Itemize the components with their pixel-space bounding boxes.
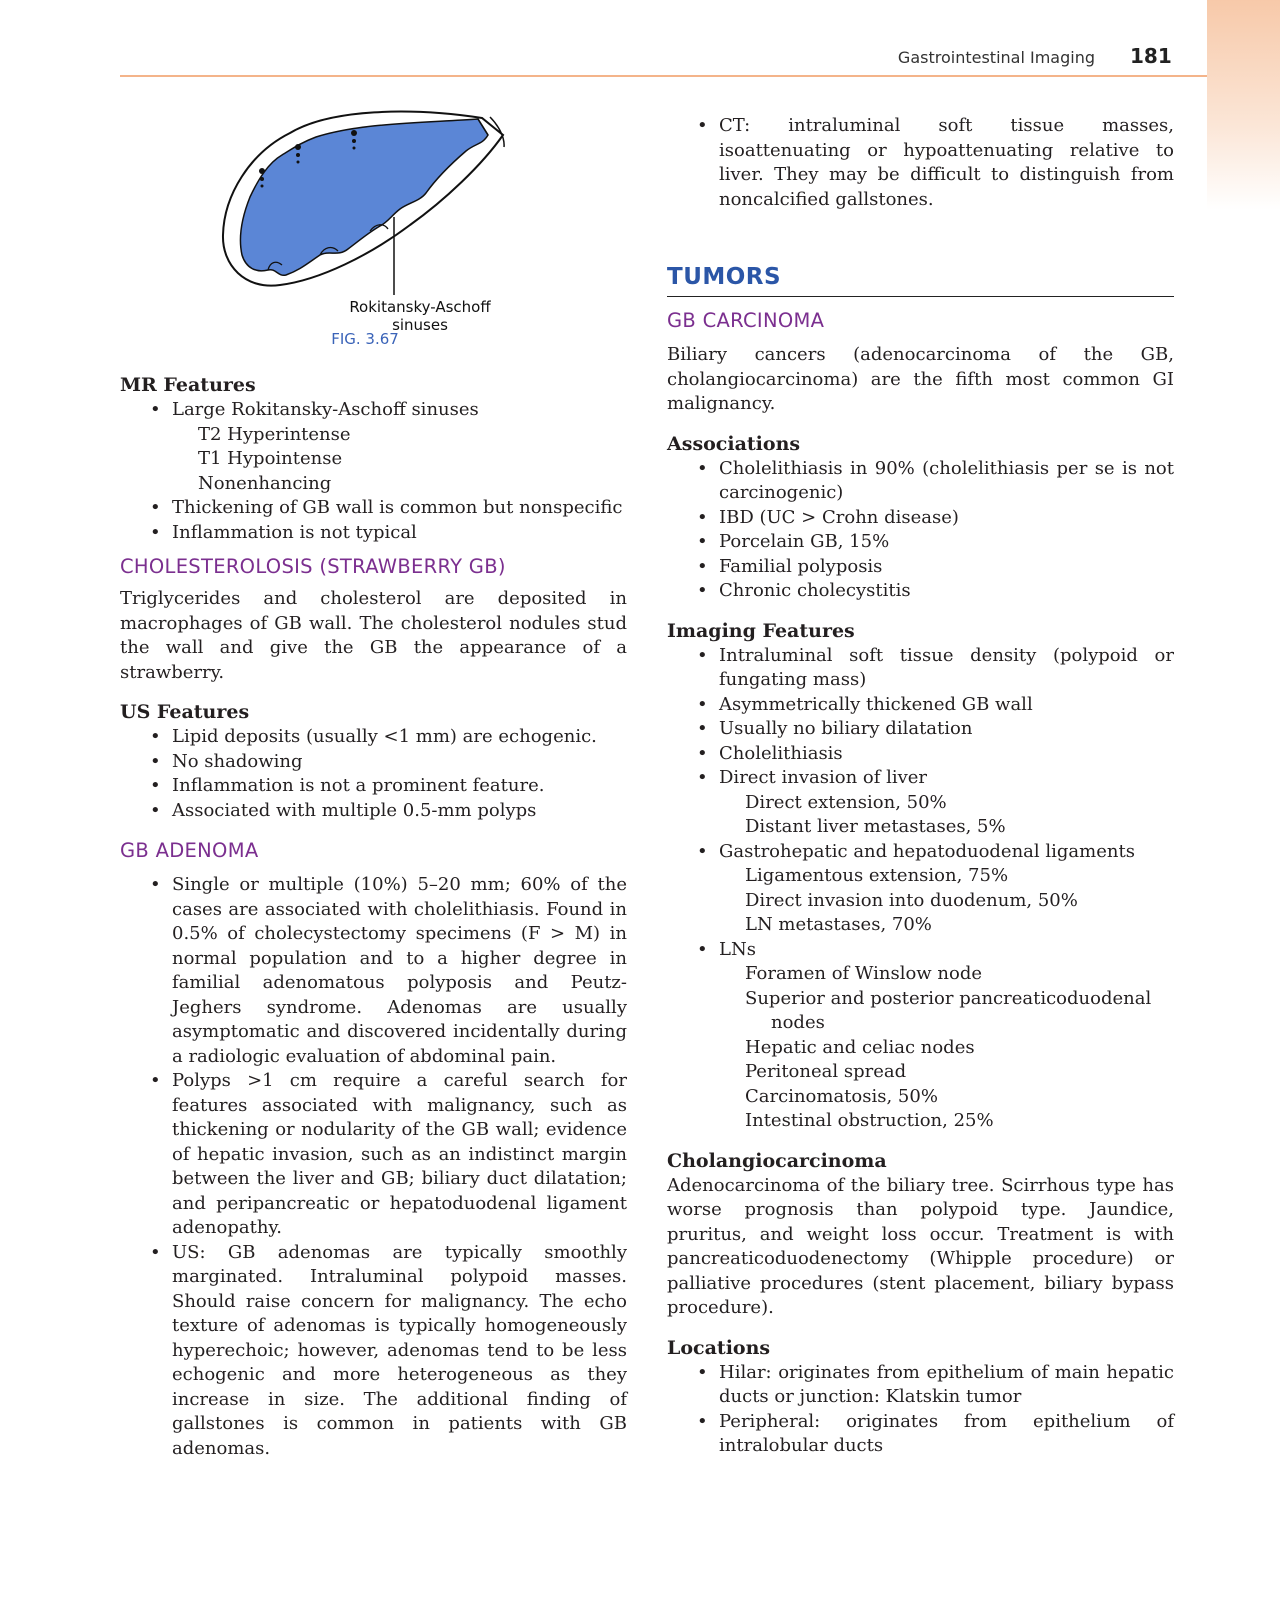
mr-features-heading: MR Features <box>120 374 256 396</box>
section-rule <box>667 296 1174 297</box>
list-item: • US: GB adenomas are typically smoothly marginated. Intraluminal polypoid masses. Should raise concern for malignancy. The echo texture of adenomas is typically homogeneously hyperechoic; however, adenomas tend to be less echogenic and more heterogeneous as they increase in size. The additional finding of gallstones is common in patients with GB adenomas. <box>120 1241 627 1462</box>
right-column <box>667 114 1174 1459</box>
list-item: • Asymmetrically thickened GB wall <box>667 693 1174 718</box>
list-item: • LNs Foramen of Winslow node Superior and posterior pancreaticoduodenal nodes Hepatic and celiac nodes Peritoneal spread Carcinomatosis, 50% Intestinal obstruction, 25% <box>667 938 1174 1134</box>
list-item: • Chronic cholecystitis <box>667 579 1174 604</box>
list-item: • Intraluminal soft tissue density (polypoid or fungating mass) <box>667 644 1174 693</box>
gb-carcinoma-heading: GB CARCINOMA <box>667 309 825 332</box>
cholesterolosis-text: Triglycerides and cholesterol are deposited in macrophages of GB wall. The cholesterol nodules stud the wall and give the GB the appearance of a strawberry. <box>120 588 627 683</box>
sub-item: Direct invasion into duodenum, 50% <box>745 889 1078 911</box>
list-item: • Lipid deposits (usually <1 mm) are echogenic. <box>120 725 627 750</box>
running-title: Gastrointestinal Imaging <box>897 48 1095 67</box>
gb-adenoma-heading: GB ADENOMA <box>120 839 259 862</box>
page-edge-tab <box>1207 0 1280 210</box>
gb-adenoma-list <box>120 873 627 1461</box>
us-features-list <box>120 725 627 823</box>
list-item: • Hilar: originates from epithelium of main hepatic ducts or junction: Klatskin tumor <box>667 1361 1174 1410</box>
sub-item: Intestinal obstruction, 25% <box>745 1110 994 1131</box>
list-item: • No shadowing <box>120 750 627 775</box>
list-item: • Usually no biliary dilatation <box>667 717 1174 742</box>
list-item: • Cholelithiasis in 90% (cholelithiasis per se is not carcinogenic) <box>667 457 1174 506</box>
list-item: • Large Rokitansky-Aschoff sinuses T2 Hyperintense T1 Hypointense Nonenhancing <box>120 398 627 496</box>
list-item: • Porcelain GB, 15% <box>667 530 1174 555</box>
page-number: 181 <box>1130 44 1172 68</box>
gb-carcinoma-text: Biliary cancers (adenocarcinoma of the GB, cholangiocarcinoma) are the fifth most common GI malignancy. <box>667 344 1174 414</box>
list-item: • Single or multiple (10%) 5–20 mm; 60% of the cases are associated with cholelithiasis. Found in 0.5% of cholecystectomy specimens (F > M) in normal population and to a higher degree in familial adenomatous polyposis and Peutz-Jeghers syndrome. Adenomas are usually asymptomatic and discovered incidentally during a radiologic evaluation of abdominal pain. <box>120 873 627 1069</box>
sub-item: Foramen of Winslow node <box>745 963 983 984</box>
sub-item: T2 Hyperintense <box>198 423 351 445</box>
figure-caption: FIG. 3.67 <box>331 330 399 348</box>
locations-list <box>667 1361 1174 1459</box>
cholesterolosis-heading: CHOLESTEROLOSIS (STRAWBERRY GB) <box>120 555 506 578</box>
sub-item: Carcinomatosis, 50% <box>745 1085 938 1107</box>
ct-list <box>667 114 1174 212</box>
list-item: • Gastrohepatic and hepatoduodenal ligaments Ligamentous extension, 75% Direct invasion into duodenum, 50% LN metastases, 70% <box>667 840 1174 938</box>
sub-item: Peritoneal spread <box>745 1061 907 1082</box>
list-item: • Inflammation is not a prominent feature. <box>120 774 627 799</box>
sub-item: Distant liver metastases, 5% <box>745 816 1006 837</box>
imaging-features-heading: Imaging Features <box>667 619 855 642</box>
sub-item: Ligamentous extension, 75% <box>745 865 1009 886</box>
tumors-heading: TUMORS <box>667 264 782 290</box>
list-item: • Inflammation is not typical <box>120 521 627 546</box>
sub-item: T1 Hypointense <box>198 448 343 469</box>
list-item: • Familial polyposis <box>667 555 1174 580</box>
sub-item: Superior and posterior pancreaticoduodenal nodes <box>745 987 1152 1033</box>
list-item: • Associated with multiple 0.5-mm polyps <box>120 799 627 824</box>
sub-item: Direct extension, 50% <box>745 791 947 813</box>
locations-heading: Locations <box>667 1336 771 1359</box>
header-rule <box>120 75 1207 77</box>
gallbladder-diagram <box>220 105 540 330</box>
mr-features-list <box>120 398 627 545</box>
list-item: • CT: intraluminal soft tissue masses, isoattenuating or hypoattenuating relative to liver. They may be difficult to distinguish from noncalcified gallstones. <box>667 114 1174 212</box>
sub-item: Nonenhancing <box>198 472 332 494</box>
cholangiocarcinoma-text: Adenocarcinoma of the biliary tree. Scirrhous type has worse prognosis than polypoid type. Jaundice, pruritus, and weight loss occur. Treatment is with pancreaticoduodenectomy (Whipple procedure) or palliative procedures (stent placement, biliary bypass procedure). <box>667 1174 1174 1318</box>
cholangiocarcinoma-heading: Cholangiocarcinoma <box>667 1149 887 1172</box>
left-column <box>120 372 627 1461</box>
gallbladder-figure <box>220 105 540 330</box>
list-item: • Direct invasion of liver Direct extension, 50% Distant liver metastases, 5% <box>667 766 1174 840</box>
sub-item: LN metastases, 70% <box>745 914 932 935</box>
us-features-heading: US Features <box>120 701 250 723</box>
list-item: • IBD (UC > Crohn disease) <box>667 506 1174 531</box>
list-item: • Cholelithiasis <box>667 742 1174 767</box>
figure-label: Rokitansky-Aschoff sinuses <box>349 298 491 334</box>
list-item: • Polyps >1 cm require a careful search for features associated with malignancy, such as thickening or nodularity of the GB wall; evidence of hepatic invasion, such as an indistinct margin between the liver and GB; biliary duct dilatation; and peripancreatic or hepatoduodenal ligament adenopathy. <box>120 1069 627 1241</box>
sub-item: Hepatic and celiac nodes <box>745 1036 975 1058</box>
associations-list <box>667 457 1174 604</box>
imaging-features-list <box>667 644 1174 1134</box>
list-item: • Thickening of GB wall is common but nonspecific <box>120 496 627 521</box>
associations-heading: Associations <box>667 432 801 455</box>
list-item: • Peripheral: originates from epithelium of intralobular ducts <box>667 1410 1174 1459</box>
